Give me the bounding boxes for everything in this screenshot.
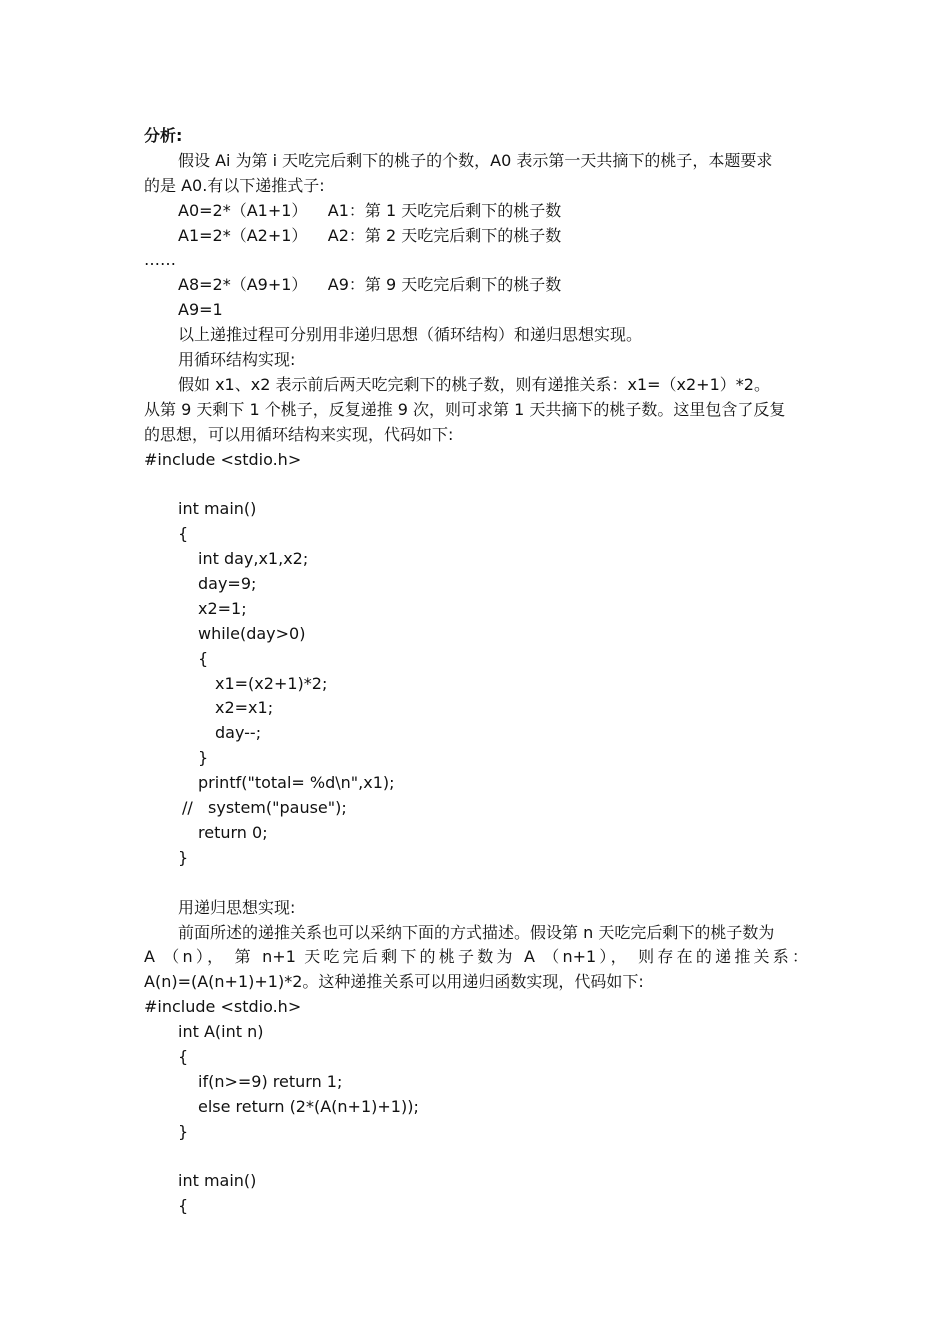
text-line: 假设 Ai 为第 i 天吃完后剩下的桃子的个数，A0 表示第一天共摘下的桃子，本题要求 xyxy=(178,150,773,170)
text-line: #include <stdio.h> xyxy=(144,997,302,1017)
text-line: 用循环结构实现: xyxy=(178,350,296,370)
text-line: int main() xyxy=(178,499,257,519)
blank-line xyxy=(144,871,808,896)
text-line: 从第 9 天剩下 1 个桃子，反复递推 9 次，则可求第 1 天共摘下的桃子数。这里包含了反复 xyxy=(144,399,786,419)
text-line: day=9; xyxy=(198,574,257,594)
text-line: #include <stdio.h> xyxy=(144,449,302,469)
text-line: { xyxy=(198,648,209,668)
text-line: int main() xyxy=(178,1171,257,1191)
text-line: A0=2*（A1+1） A1：第 1 天吃完后剩下的桃子数 xyxy=(178,200,562,220)
text-line: A9=1 xyxy=(178,300,223,320)
text-line: 的思想，可以用循环结构来实现，代码如下: xyxy=(144,424,454,444)
text-line: A1=2*（A2+1） A2：第 2 天吃完后剩下的桃子数 xyxy=(178,225,562,245)
text-line: } xyxy=(178,1121,189,1141)
text-line: int A(int n) xyxy=(178,1022,264,1042)
text-line: } xyxy=(178,847,189,867)
text-line: // system("pause"); xyxy=(182,798,347,818)
text-line: if(n>=9) return 1; xyxy=(198,1071,343,1091)
text-line: …… xyxy=(144,250,176,270)
text-line: x2=x1; xyxy=(215,698,274,718)
text-line: A （n）， 第 n+1 天吃完后剩下的桃子数为 A （n+1）， 则存在的递推关系： xyxy=(144,947,808,967)
text-line: { xyxy=(178,524,189,544)
text-line: while(day>0) xyxy=(198,623,306,643)
text-line: x2=1; xyxy=(198,598,247,618)
blank-line xyxy=(144,1145,808,1170)
text-line: { xyxy=(178,1196,189,1216)
document-body xyxy=(144,124,808,1219)
text-line: int day,x1,x2; xyxy=(198,549,309,569)
blank-line xyxy=(144,472,808,497)
text-line: 以上递推过程可分别用非递归思想（循环结构）和递归思想实现。 xyxy=(178,325,643,345)
text-line: day--; xyxy=(215,723,262,743)
text-line: 分析: xyxy=(144,126,183,145)
text-line: A8=2*（A9+1） A9：第 9 天吃完后剩下的桃子数 xyxy=(178,275,562,295)
text-line: return 0; xyxy=(198,822,268,842)
text-line: 的是 A0.有以下递推式子: xyxy=(144,175,325,195)
text-line: 前面所述的递推关系也可以采纳下面的方式描述。假设第 n 天吃完后剩下的桃子数为 xyxy=(178,922,775,942)
text-line: x1=(x2+1)*2; xyxy=(215,673,328,693)
text-line: A(n)=(A(n+1)+1)*2。这种递推关系可以用递归函数实现，代码如下: xyxy=(144,972,644,992)
text-line: printf("total= %d\n",x1); xyxy=(198,773,395,793)
text-line: } xyxy=(198,748,209,768)
text-line: { xyxy=(178,1046,189,1066)
text-line: 用递归思想实现: xyxy=(178,897,296,917)
text-line: 假如 x1、x2 表示前后两天吃完剩下的桃子数，则有递推关系：x1=（x2+1）*2。 xyxy=(178,374,770,394)
text-line: else return (2*(A(n+1)+1)); xyxy=(198,1096,419,1116)
